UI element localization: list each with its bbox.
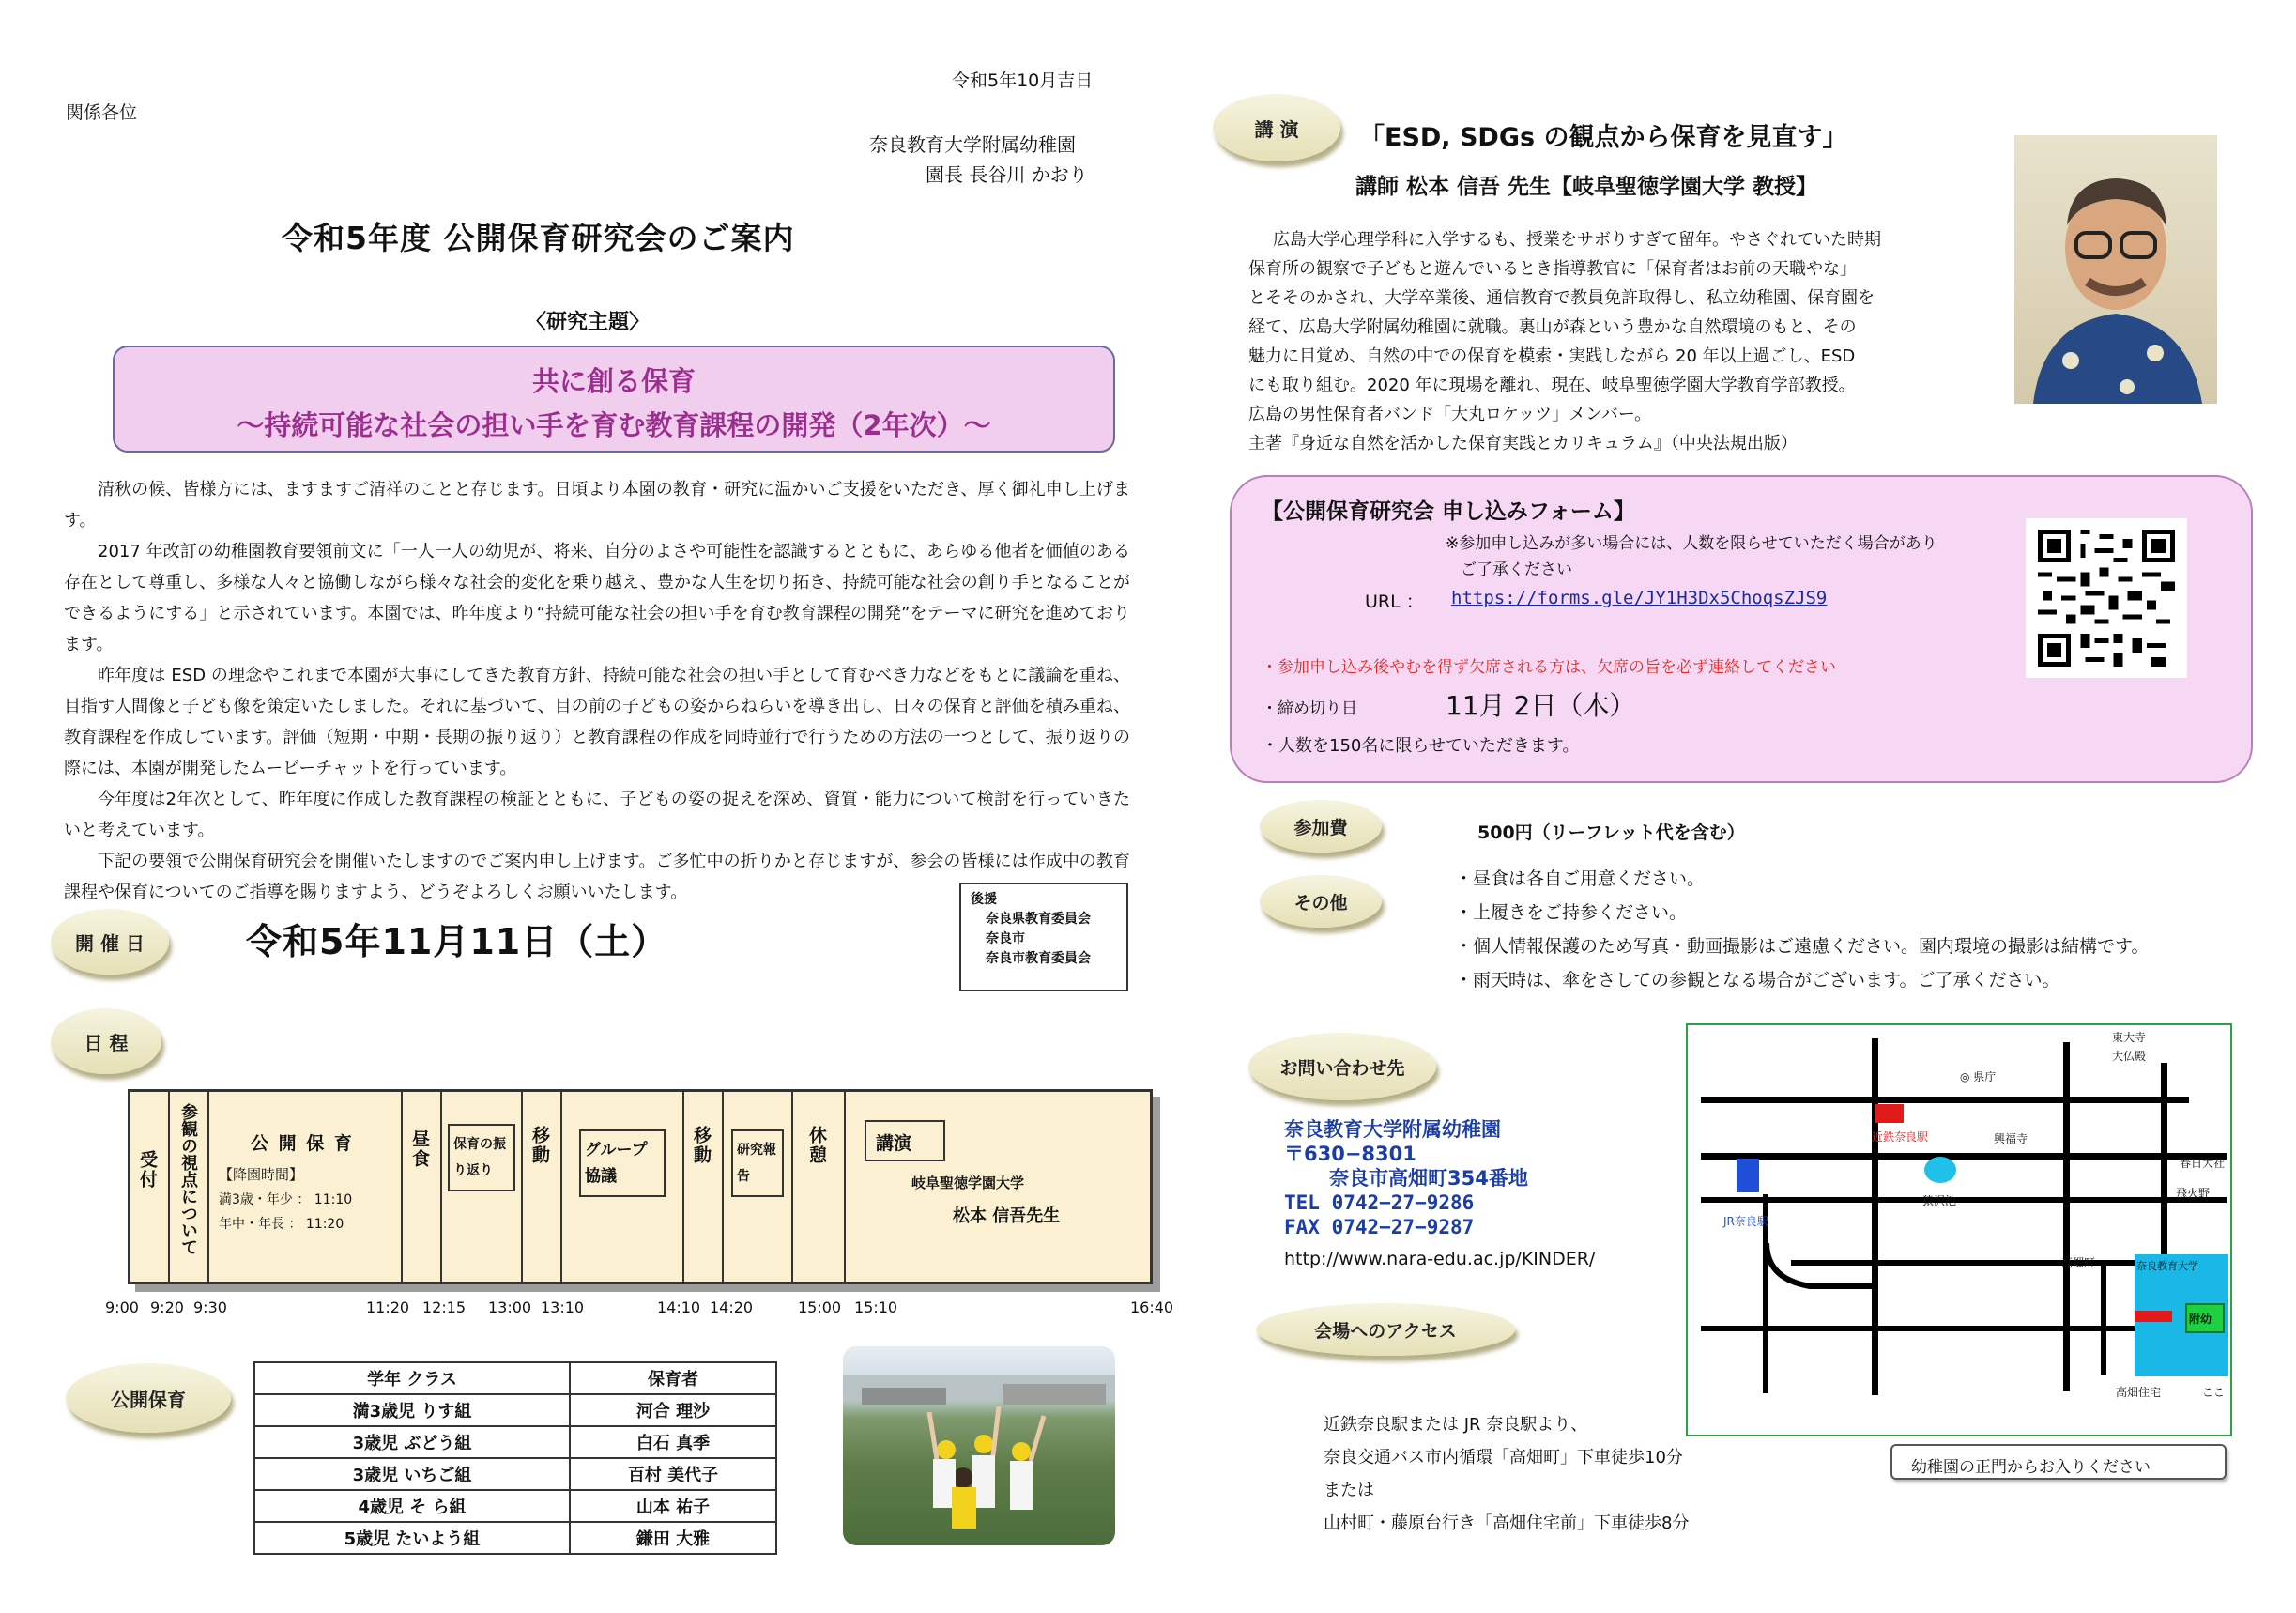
support-item: 奈良市教育委員会 [986, 951, 1091, 966]
map-road [1701, 1326, 2189, 1331]
map-label: 東大寺 [2112, 1031, 2147, 1044]
schedule-move-2: 移動 [684, 1092, 724, 1282]
list-item: ・雨天時は、傘をさしての参観となる場合がございます。ご了承ください。 [1455, 970, 2060, 991]
map-road [2063, 1042, 2070, 1391]
contact-fax: FAX 0742−27−9287 [1284, 1216, 1475, 1238]
schedule-open-childcare: 公 開 保 育 【降園時間】 満3歳・年少 ： 11:10 年中・年長 ： 11:20 [209, 1092, 403, 1282]
time-tick: 9:30 [193, 1298, 227, 1316]
schedule-rest: 休憩 [793, 1092, 846, 1282]
contact-block [1284, 1117, 1595, 1271]
qr-code[interactable] [2026, 518, 2187, 678]
map-kindergarten-marker: 附幼 [2185, 1303, 2225, 1333]
map-label: 大仏殿 [2112, 1050, 2147, 1063]
map-road [1701, 1097, 2189, 1103]
deadline-label: ・締め切り日 [1262, 699, 1357, 718]
support-item: 奈良県教育委員会 [986, 912, 1091, 927]
map-road [1701, 1153, 2227, 1160]
other-list [1455, 862, 2149, 997]
schedule-group: グループ協議 [562, 1092, 684, 1282]
time-tick: 16:40 [1130, 1298, 1174, 1316]
access-map [1686, 1023, 2232, 1436]
table-row: 3歳児 いちご組 百村 美代子 [254, 1458, 776, 1490]
map-road [2101, 1262, 2106, 1375]
paragraph: 2017 年改訂の幼稚園教育要領前文に「一人一人の幼児が、将来、自分のよさや可能性を認識するとともに、あらゆる他者を価値のある存在として尊重し、多様な人々と協働しながら様々な社会的変化を乗り越え、豊かな人生を切り拓き、持続可能な社会の創り手となることができるようにする」と示されています。本園では、昨年度より“持続可能な社会の担い手を育む教育課程の開発”をテーマに研究を進めております。 [64, 542, 1130, 654]
contact-zip: 〒630−8301 [1284, 1143, 1416, 1165]
schedule-lecture: 講演 岐阜聖徳学園大学 松本 信吾先生 [846, 1092, 1156, 1282]
time-tick: 9:00 [105, 1298, 139, 1316]
paragraph: 下記の要領で公開保育研究会を開催いたしますのでご案内申し上げます。ご多忙中の折りかと存じますが、参会の皆様には作成中の教育課程や保育についてのご指導を賜りますよう、どうぞよろしくお願いいたします。 [64, 852, 1130, 902]
fee-value: 500円（リーフレット代を含む） [1477, 822, 1745, 843]
lecturer-bio: 広島大学心理学科に入学するも、授業をサボりすぎて留年。やさぐれていた時期 保育所の観察で子どもと遊んでいるとき指導教官に「保育者はお前の天職やな」 とそそのかされ、大学卒業後、通信教育で教員免許取得し、私立幼稚園、保育園を 経て、広島大学附属幼稚園に就職。裏山が森という豊かな自然環境のもと、その 魅力に目覚め、自然の中での保育を模索・実践しながら 20 年以上過ごし、ESD にも取り組む。2020 年に現場を離れ、現在、岐阜聖徳学園大学教育学部教授。 広島の男性保育者バンド「大丸ロケッツ」メンバー。 主著『身近な自然を活かした保育実践とカリキュラム』（中央法規出版） [1248, 230, 1881, 453]
form-url-link[interactable]: https://forms.gle/JY1H3Dx5ChoqsZJS9 [1451, 588, 1828, 608]
page-title: 令和5年度 公開保育研究会のご案内 [282, 220, 795, 256]
time-tick: 15:10 [854, 1298, 898, 1316]
schedule-reception: 受付 [130, 1092, 170, 1282]
time-tick: 13:10 [541, 1298, 585, 1316]
form-warning: ・参加申し込み後やむを得ず欠席される方は、欠席の旨を必ず連絡してください [1262, 658, 1836, 677]
map-label: JR奈良駅 [1723, 1215, 1768, 1228]
website-link[interactable]: http://www.nara-edu.ac.jp/KINDER/ [1284, 1249, 1596, 1269]
map-pond [1924, 1157, 1956, 1183]
map-curve [1753, 1241, 1885, 1298]
contact-name: 奈良教育大学附属幼稚園 [1284, 1118, 1501, 1141]
map-jr-marker [1737, 1159, 1759, 1192]
map-label: 高畑住宅 [2116, 1386, 2162, 1399]
map-label: 近鉄奈良駅 [1872, 1130, 1929, 1144]
time-tick: 12:15 [422, 1298, 467, 1316]
lecturer-photo [2014, 135, 2217, 404]
time-tick: 14:20 [710, 1298, 754, 1316]
map-label: 奈良教育大学 [2136, 1260, 2198, 1272]
form-note-2: ご了承ください [1461, 561, 1572, 579]
access-directions: 近鉄奈良駅または JR 奈良駅より、 奈良交通バス市内循環「高畑町」下車徒歩10分 または 山村町・藤原台行き「高畑住宅前」下車徒歩8分 [1324, 1415, 1690, 1533]
time-tick: 14:10 [657, 1298, 701, 1316]
photo-illustration [843, 1346, 1115, 1545]
paragraph: 清秋の候、皆様方には、ますますご清祥のことと存じます。日頃より本園の教育・研究に温かいご支援をいただき、厚く御礼申し上げます。 [64, 480, 1130, 530]
addressee: 関係各位 [66, 102, 138, 123]
other-label-pill: その他 [1260, 875, 1382, 928]
schedule-label-pill: 日 程 [51, 1008, 161, 1074]
map-label: ◎ 県庁 [1960, 1070, 1997, 1083]
schedule-report: 研究報告 [724, 1092, 793, 1282]
lecturer: 講師 松本 信吾 先生【岐阜聖徳学園大学 教授】 [1355, 175, 1818, 199]
time-tick: 15:00 [798, 1298, 842, 1316]
table-row: 5歳児 たいよう組 鎌田 大雅 [254, 1522, 776, 1554]
lecture-box: 講演 [865, 1120, 945, 1161]
application-form-box [1230, 475, 2253, 783]
map-label: 高畑町 [2061, 1256, 2096, 1269]
portrait-illustration [2014, 135, 2217, 404]
qr-icon [2037, 530, 2176, 667]
gate-note: 幼稚園の正門からお入りください [1890, 1444, 2227, 1480]
table-row: 満3歳児 りす組 河合 理沙 [254, 1394, 776, 1426]
table-row: 3歳児 ぶどう組 白石 真季 [254, 1426, 776, 1458]
map-label: 飛火野 [2176, 1187, 2211, 1200]
sender-org: 奈良教育大学附属幼稚園 [869, 133, 1076, 156]
map-road [1701, 1197, 2227, 1203]
event-date: 令和5年11月11日（土） [246, 921, 668, 962]
table-header: 学年 クラス 保育者 [254, 1362, 776, 1394]
map-label: 興福寺 [1994, 1132, 2028, 1145]
contact-tel: TEL 0742−27−9286 [1284, 1191, 1475, 1214]
theme-line-1: 共に創る保育 [531, 365, 696, 397]
map-label: 春日大社 [2180, 1157, 2226, 1170]
lecture-label-pill: 講 演 [1213, 94, 1340, 161]
list-item: ・個人情報保護のため写真・動画撮影はご遠慮ください。園内環境の撮影は結構です。 [1455, 936, 2150, 957]
contact-address: 奈良市高畑町354番地 [1329, 1167, 1528, 1190]
greeting-body [64, 474, 1130, 908]
support-title: 後援 [971, 892, 997, 907]
contact-label-pill: お問い合わせ先 [1248, 1033, 1436, 1100]
schedule-reflection: 保育の振り返り [442, 1092, 523, 1282]
schedule-viewpoint: 参観の視点について [170, 1092, 209, 1282]
support-item: 奈良市 [986, 931, 1025, 946]
list-item: ・上履きをご持参ください。 [1455, 902, 1688, 923]
capacity-note: ・人数を150名に限らせていただきます。 [1262, 736, 1580, 756]
open-childcare-pill: 公開保育 [66, 1363, 231, 1433]
theme-line-2: ～持続可能な社会の担い手を育む教育課程の開発（2年次）～ [237, 409, 991, 441]
schedule-bar [128, 1089, 1153, 1284]
paragraph: 今年度は2年次として、昨年度に作成した教育課程の検証とともに、子どもの姿の捉えを深め、資質・能力について検討を行っていきたいと考えています。 [64, 790, 1130, 840]
map-road [1872, 1038, 1878, 1395]
landmark-icon: ◎ [1960, 1070, 1974, 1083]
map-label: ここ [2202, 1386, 2226, 1399]
time-tick: 13:00 [488, 1298, 532, 1316]
deadline-value: 11月 2日（木） [1446, 690, 1636, 721]
schedule-lunch: 昼食 [403, 1092, 442, 1282]
form-title: 【公開保育研究会 申し込みフォーム】 [1262, 499, 1635, 524]
table-row: 4歳児 そ ら組 山本 祐子 [254, 1490, 776, 1522]
support-box [959, 883, 1128, 991]
lecture-title: 「ESD, SDGs の観点から保育を見直す」 [1359, 123, 1848, 152]
date-label-pill: 開 催 日 [51, 909, 169, 975]
paragraph: 昨年度は ESD の理念やこれまで本園が大事にしてきた教育方針、持続可能な社会の担い手として育むべき力などをもとに議論を重ね、目指す人間像と子ども像を策定いたしました。それに基づいて、目の前の子どもの姿からねらいを導き出し、日々の保育と評価を積み重ね、教育課程を作成しています。評価（短期・中期・長期の振り返り）と教育課程の作成を同時並行で行うための方法の一つとして、振り返りの際には、本園が開発したムービーチャットを行っています。 [64, 666, 1130, 778]
map-label: 猿沢池 [1922, 1194, 1957, 1207]
theme-heading: 〈研究主題〉 [526, 311, 651, 334]
theme-box [113, 346, 1115, 453]
form-note-1: ※参加申し込みが多い場合には、人数を限らせていただく場合があり [1446, 534, 1937, 553]
url-label: URL ： [1365, 591, 1424, 612]
sender-principal: 園長 長谷川 かおり [926, 163, 1088, 186]
list-item: ・昼食は各自ご用意ください。 [1455, 868, 1706, 889]
fee-label-pill: 参加費 [1260, 800, 1382, 853]
access-label-pill: 会場へのアクセス [1256, 1303, 1515, 1356]
time-tick: 11:20 [366, 1298, 410, 1316]
map-arrow-icon [2135, 1311, 2172, 1322]
map-kintetsu-marker [1875, 1104, 1904, 1123]
schedule-move-1: 移動 [523, 1092, 562, 1282]
issue-date: 令和5年10月吉日 [952, 70, 1094, 91]
children-photo [843, 1346, 1115, 1545]
time-tick: 9:20 [150, 1298, 184, 1316]
class-table [253, 1361, 777, 1555]
